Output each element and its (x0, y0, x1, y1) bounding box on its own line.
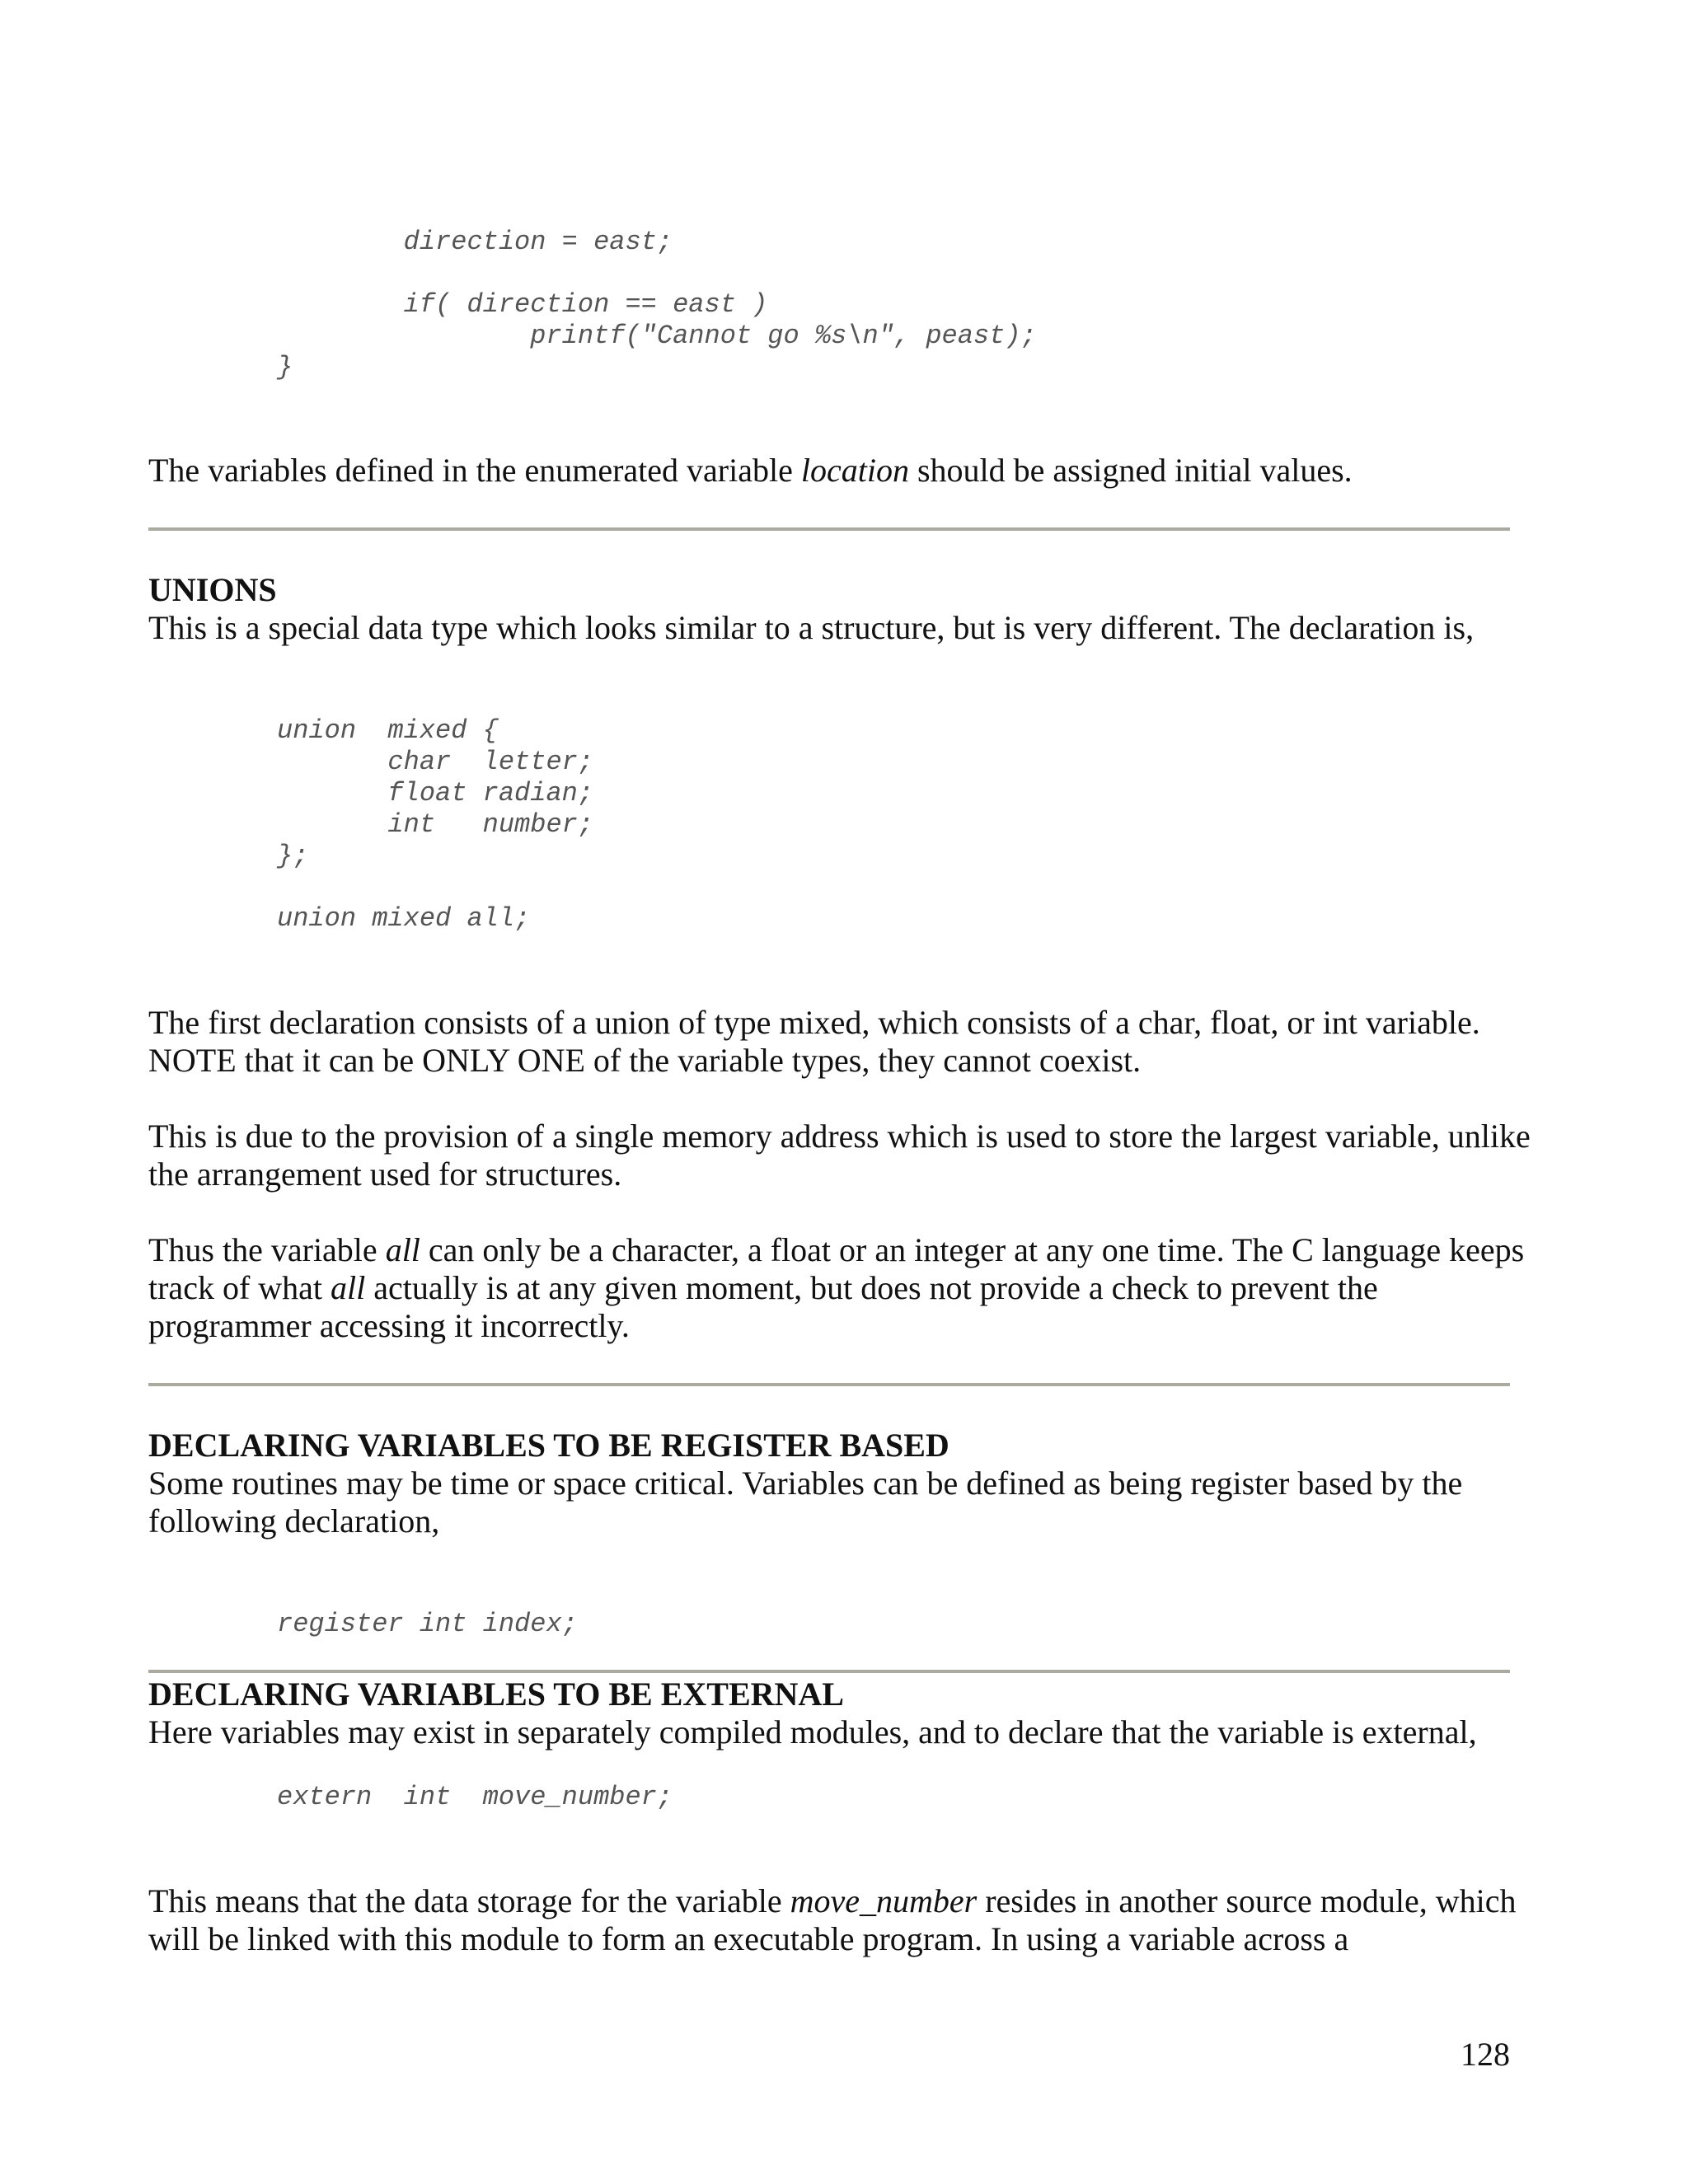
text-span: The variables defined in the enumerated variable (148, 452, 801, 489)
paragraph-union-all (148, 1231, 1533, 1345)
heading-unions: UNIONS (148, 571, 277, 608)
code-block-union: union mixed { char letter; float radian; int number; }; union mixed all; (277, 715, 594, 934)
paragraph-external-intro: Here variables may exist in separately compiled modules, and to declare that the variable is external, (148, 1713, 1477, 1750)
paragraph-unions-intro: This is a special data type which looks similar to a structure, but is very different. The declaration is, (148, 609, 1475, 646)
paragraph-union-first-declaration: The first declaration consists of a union of type mixed, which consists of a char, float, or int variable. NOTE that it can be ONLY ONE of the variable types, they cannot coexist. (148, 1004, 1480, 1079)
italic-term: location (800, 452, 909, 489)
section-divider (148, 1670, 1510, 1673)
italic-term: all (385, 1231, 420, 1268)
section-divider (148, 527, 1510, 531)
paragraph-union-memory: This is due to the provision of a single memory address which is used to store the largest variable, unlike the arrangement used for structures. (148, 1118, 1531, 1193)
code-block-extern: extern int move_number; (277, 1782, 673, 1812)
heading-register: DECLARING VARIABLES TO BE REGISTER BASED (148, 1427, 950, 1464)
text-span: can only be a character, a float or an integer at any one time. The C language keeps track of what (148, 1231, 1525, 1306)
paragraph-register-intro: Some routines may be time or space critical. Variables can be defined as being register based by the following declaration, (148, 1465, 1463, 1540)
page-number: 128 (1461, 2036, 1510, 2073)
code-block-direction: direction = east; if( direction == east ) printf("Cannot go %s\n", peast); } (277, 227, 1037, 382)
paragraph-location (148, 452, 1533, 490)
paragraph-external-storage (148, 1882, 1533, 1958)
italic-term: all (331, 1269, 366, 1306)
italic-term: move_number (790, 1882, 978, 1919)
code-block-register: register int index; (277, 1609, 578, 1639)
text-span: Thus the variable (148, 1231, 386, 1268)
section-divider (148, 1383, 1510, 1386)
text-span: This means that the data storage for the variable (148, 1882, 790, 1919)
heading-external: DECLARING VARIABLES TO BE EXTERNAL (148, 1675, 844, 1713)
text-span: should be assigned initial values. (908, 452, 1353, 489)
text-span: resides in another source module, which will be linked with this module to form an executable program. In using a variable across a (148, 1882, 1517, 1957)
text-span: actually is at any given moment, but does not provide a check to prevent the programmer accessing it incorrectly. (148, 1269, 1378, 1344)
